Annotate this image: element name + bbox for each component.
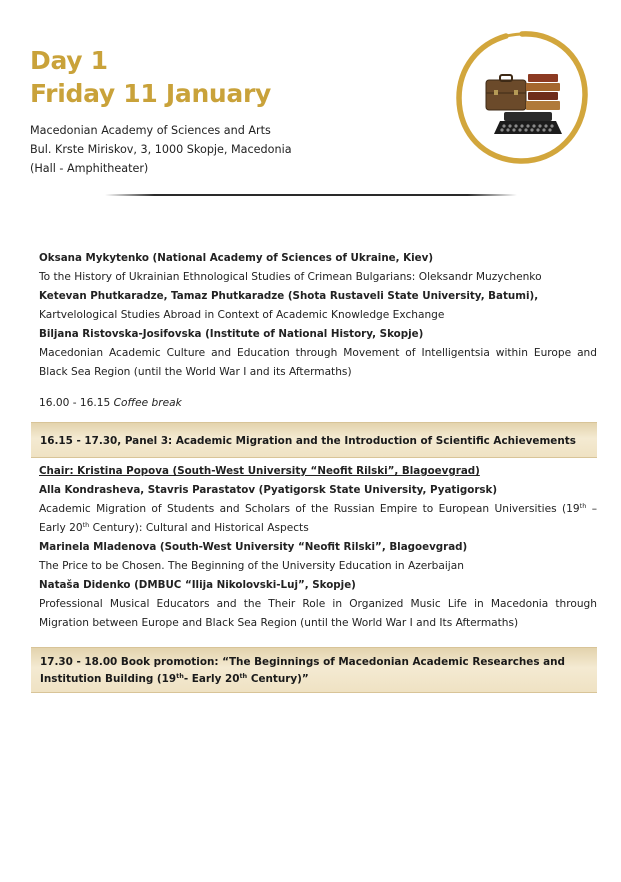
suitcase-icon (486, 75, 526, 110)
panel-3-heading (31, 422, 597, 458)
typewriter-icon (494, 112, 562, 134)
break-label: Coffee break (113, 397, 182, 409)
day-label: Day 1 (30, 46, 108, 75)
header-divider (105, 194, 517, 196)
break-time: 16.00 - 16.15 (39, 397, 111, 409)
speaker: Nataša Didenko (DMBUC “Ilija Nikolovski-Luj”, Skopje) (39, 579, 356, 591)
panel-3-heading-text: 16.15 - 17.30, Panel 3: Academic Migration and the Introduction of Scientific Achievements (40, 435, 576, 447)
panel-chair: Chair: Kristina Popova (South-West University “Neofit Rilski”, Blagoevgrad) (39, 465, 480, 477)
books-icon (526, 74, 560, 110)
talk-title: Kartvelological Studies Abroad in Context of Academic Knowledge Exchange (39, 309, 445, 321)
speaker: Ketevan Phutkaradze, Tamaz Phutkaradze (Shota Rustaveli State University, Batumi), (39, 290, 539, 302)
speaker: Marinela Mladenova (South-West University “Neofit Rilski”, Blagoevgrad) (39, 541, 468, 553)
speaker: Alla Kondrasheva, Stavris Parastatov (Pyatigorsk State University, Pyatigorsk) (39, 484, 498, 496)
talk-title: Macedonian Academic Culture and Education through Movement of Intelligentsia within Europe and Black Sea Region (until the World War I and its Aftermaths) (39, 347, 597, 378)
venue-block (30, 121, 292, 178)
venue-address: Bul. Krste Miriskov, 3, 1000 Skopje, Macedonia (30, 143, 292, 156)
venue-name: Macedonian Academy of Sciences and Arts (30, 124, 271, 137)
talk-title: Academic Migration of Students and Scholars of the Russian Empire to European Universities (19th – Early 20th Century): Cultural and Historical Aspects (39, 502, 597, 534)
day-heading (30, 44, 271, 110)
book-promotion: 17.30 - 18.00 Book promotion: “The Beginnings of Macedonian Academic Researches and Institution Building (19th- Early 20th Century)” (31, 647, 597, 693)
talk-title: The Price to be Chosen. The Beginning of the University Education in Azerbaijan (39, 560, 464, 572)
speaker: Oksana Mykytenko (National Academy of Sciences of Ukraine, Kiev) (39, 252, 434, 264)
coffee-break (39, 394, 597, 413)
talk-title: To the History of Ukrainian Ethnological Studies of Crimean Bulgarians: Oleksandr Muzychenko (39, 271, 542, 283)
talk-title: Professional Musical Educators and the Their Role in Organized Music Life in Macedonia through Migration between Europe and Black Sea Region (until the World War I and Its Aftermaths) (39, 598, 597, 629)
session-continued (39, 249, 597, 413)
typewriter-emblem (454, 30, 590, 166)
date-label: Friday 11 January (30, 79, 272, 108)
speaker: Biljana Ristovska-Josifovska (Institute of National History, Skopje) (39, 328, 424, 340)
venue-hall: (Hall - Amphitheater) (30, 162, 149, 175)
panel-3 (39, 462, 597, 633)
